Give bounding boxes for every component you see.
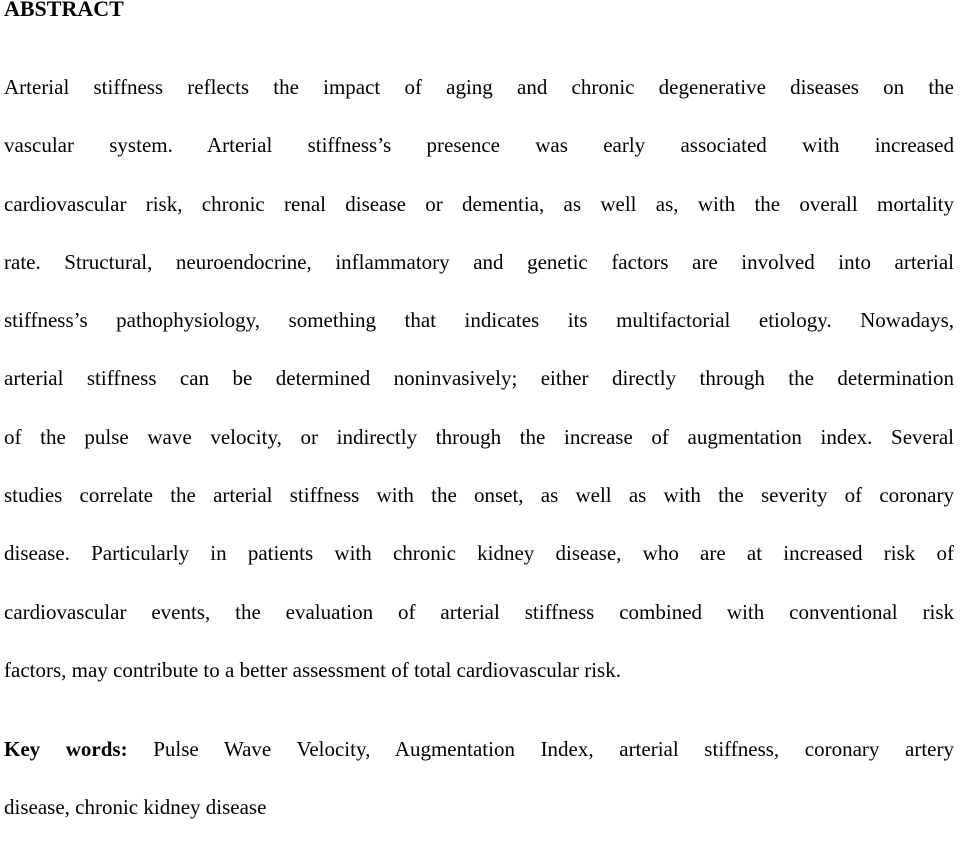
abstract-line: stiffness’s pathophysiology, something that indicates its multifactorial etiology. Nowadays,	[4, 308, 954, 333]
abstract-line: arterial stiffness can be determined noninvasively; either directly through the determination	[4, 366, 954, 391]
keywords-label: Key words:	[4, 737, 128, 761]
keywords-line-1	[4, 733, 954, 791]
abstract-line: factors, may contribute to a better assessment of total cardiovascular risk.	[4, 657, 621, 682]
abstract-line: disease. Particularly in patients with chronic kidney disease, who are at increased risk of	[4, 541, 954, 566]
abstract-line: cardiovascular risk, chronic renal disease or dementia, as well as, with the overall mortality	[4, 191, 954, 216]
abstract-body	[4, 71, 954, 712]
keywords-line-2: disease, chronic kidney disease	[4, 795, 267, 819]
abstract-line: rate. Structural, neuroendocrine, inflammatory and genetic factors are involved into arterial	[4, 249, 954, 274]
abstract-line: cardiovascular events, the evaluation of arterial stiffness combined with conventional risk	[4, 599, 954, 624]
abstract-line: Arterial stiffness reflects the impact of aging and chronic degenerative diseases on the	[4, 75, 954, 99]
abstract-heading: ABSTRACT	[4, 0, 124, 21]
keywords-text-1: Pulse Wave Velocity, Augmentation Index, arterial stiffness, coronary artery	[127, 737, 954, 761]
keywords-section	[4, 733, 954, 849]
abstract-line: of the pulse wave velocity, or indirectly through the increase of augmentation index. Several	[4, 424, 954, 449]
abstract-line: vascular system. Arterial stiffness’s presence was early associated with increased	[4, 133, 954, 158]
abstract-line: studies correlate the arterial stiffness with the onset, as well as with the severity of coronary	[4, 483, 954, 508]
